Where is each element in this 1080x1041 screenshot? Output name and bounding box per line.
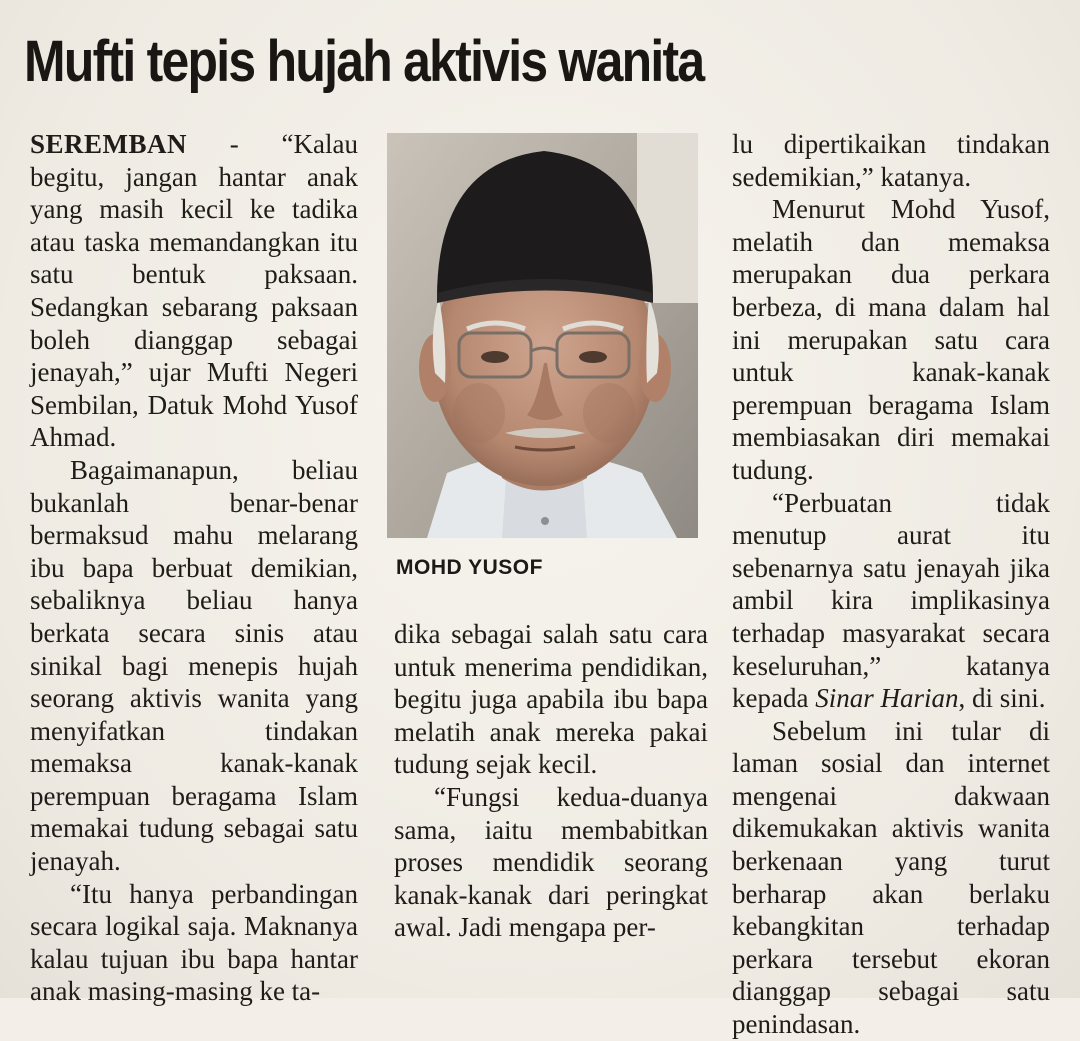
article-paragraph: lu dipertikaikan tindakan sedemikian,” katanya.: [732, 129, 1050, 192]
dateline: SEREMBAN: [30, 129, 188, 159]
headline: Mufti tepis hujah aktivis wanita: [24, 29, 704, 94]
article-paragraph: “Fungsi kedua-duanya sama, iaitu membabitkan proses mendidik seorang kanak-kanak dari peringkat awal. Jadi mengapa per-: [394, 781, 708, 943]
article-paragraph: “Itu hanya perbandingan secara logikal saja. Maknanya kalau tujuan ibu bapa hantar anak masing-masing ke ta-: [30, 878, 358, 1007]
article-paragraph: Menurut Mohd Yusof, melatih dan memaksa merupakan dua perkara berbeza, di mana dalam hal ini merupakan satu cara untuk kanak-kanak perempuan beragama Islam membiasakan diri memakai tudung.: [732, 194, 1050, 485]
paragraph-text: - “Kalau begitu, jangan hantar anak yang masih kecil ke tadika atau taska memandangkan itu satu bentuk paksaan. Sedangkan sebarang paksaan boleh dianggap sebagai jenayah,” ujar Mufti Negeri Sembilan, Datuk Mohd Yusof Ahmad.: [30, 129, 358, 453]
paragraph-text: , di sini.: [958, 683, 1046, 714]
portrait-illustration: [387, 133, 698, 538]
article-column-1: [30, 128, 358, 1008]
portrait-photo: [387, 133, 698, 538]
article-paragraph: Sebelum ini tular di laman sosial dan internet mengenai dakwaan dikemukakan aktivis wanita berkenaan yang turut berharap akan berlaku kebangkitan terhadap perkara tersebut ekoran dianggap sebagai satu penindasan.: [732, 715, 1050, 1040]
article-paragraph: [30, 128, 358, 454]
article-paragraph: [732, 487, 1050, 715]
article-column-3: [732, 128, 1050, 1041]
article-paragraph: dika sebagai salah satu cara untuk menerima pendidikan, begitu juga apabila ibu bapa melatih anak mereka pakai tudung sejak kecil.: [394, 619, 708, 780]
publication-name: Sinar Harian: [815, 683, 959, 714]
article-paragraph: Bagaimanapun, beliau bukanlah benar-benar bermaksud mahu melarang ibu bapa berbuat demikian, sebaliknya beliau hanya berkata secara sinis atau sinikal bagi menepis hujah seorang aktivis wanita yang menyifatkan tindakan memaksa kanak-kanak perempuan beragama Islam memakai tudung sebagai satu jenayah.: [30, 454, 358, 877]
paragraph-text: “Perbuatan tidak menutup aurat itu sebenarnya satu jenayah jika ambil kira implikasinya terhadap masyarakat secara keseluruhan,” katanya kepada: [732, 487, 1050, 714]
photo-caption: MOHD YUSOF: [396, 556, 543, 579]
article-column-2: [394, 618, 708, 944]
